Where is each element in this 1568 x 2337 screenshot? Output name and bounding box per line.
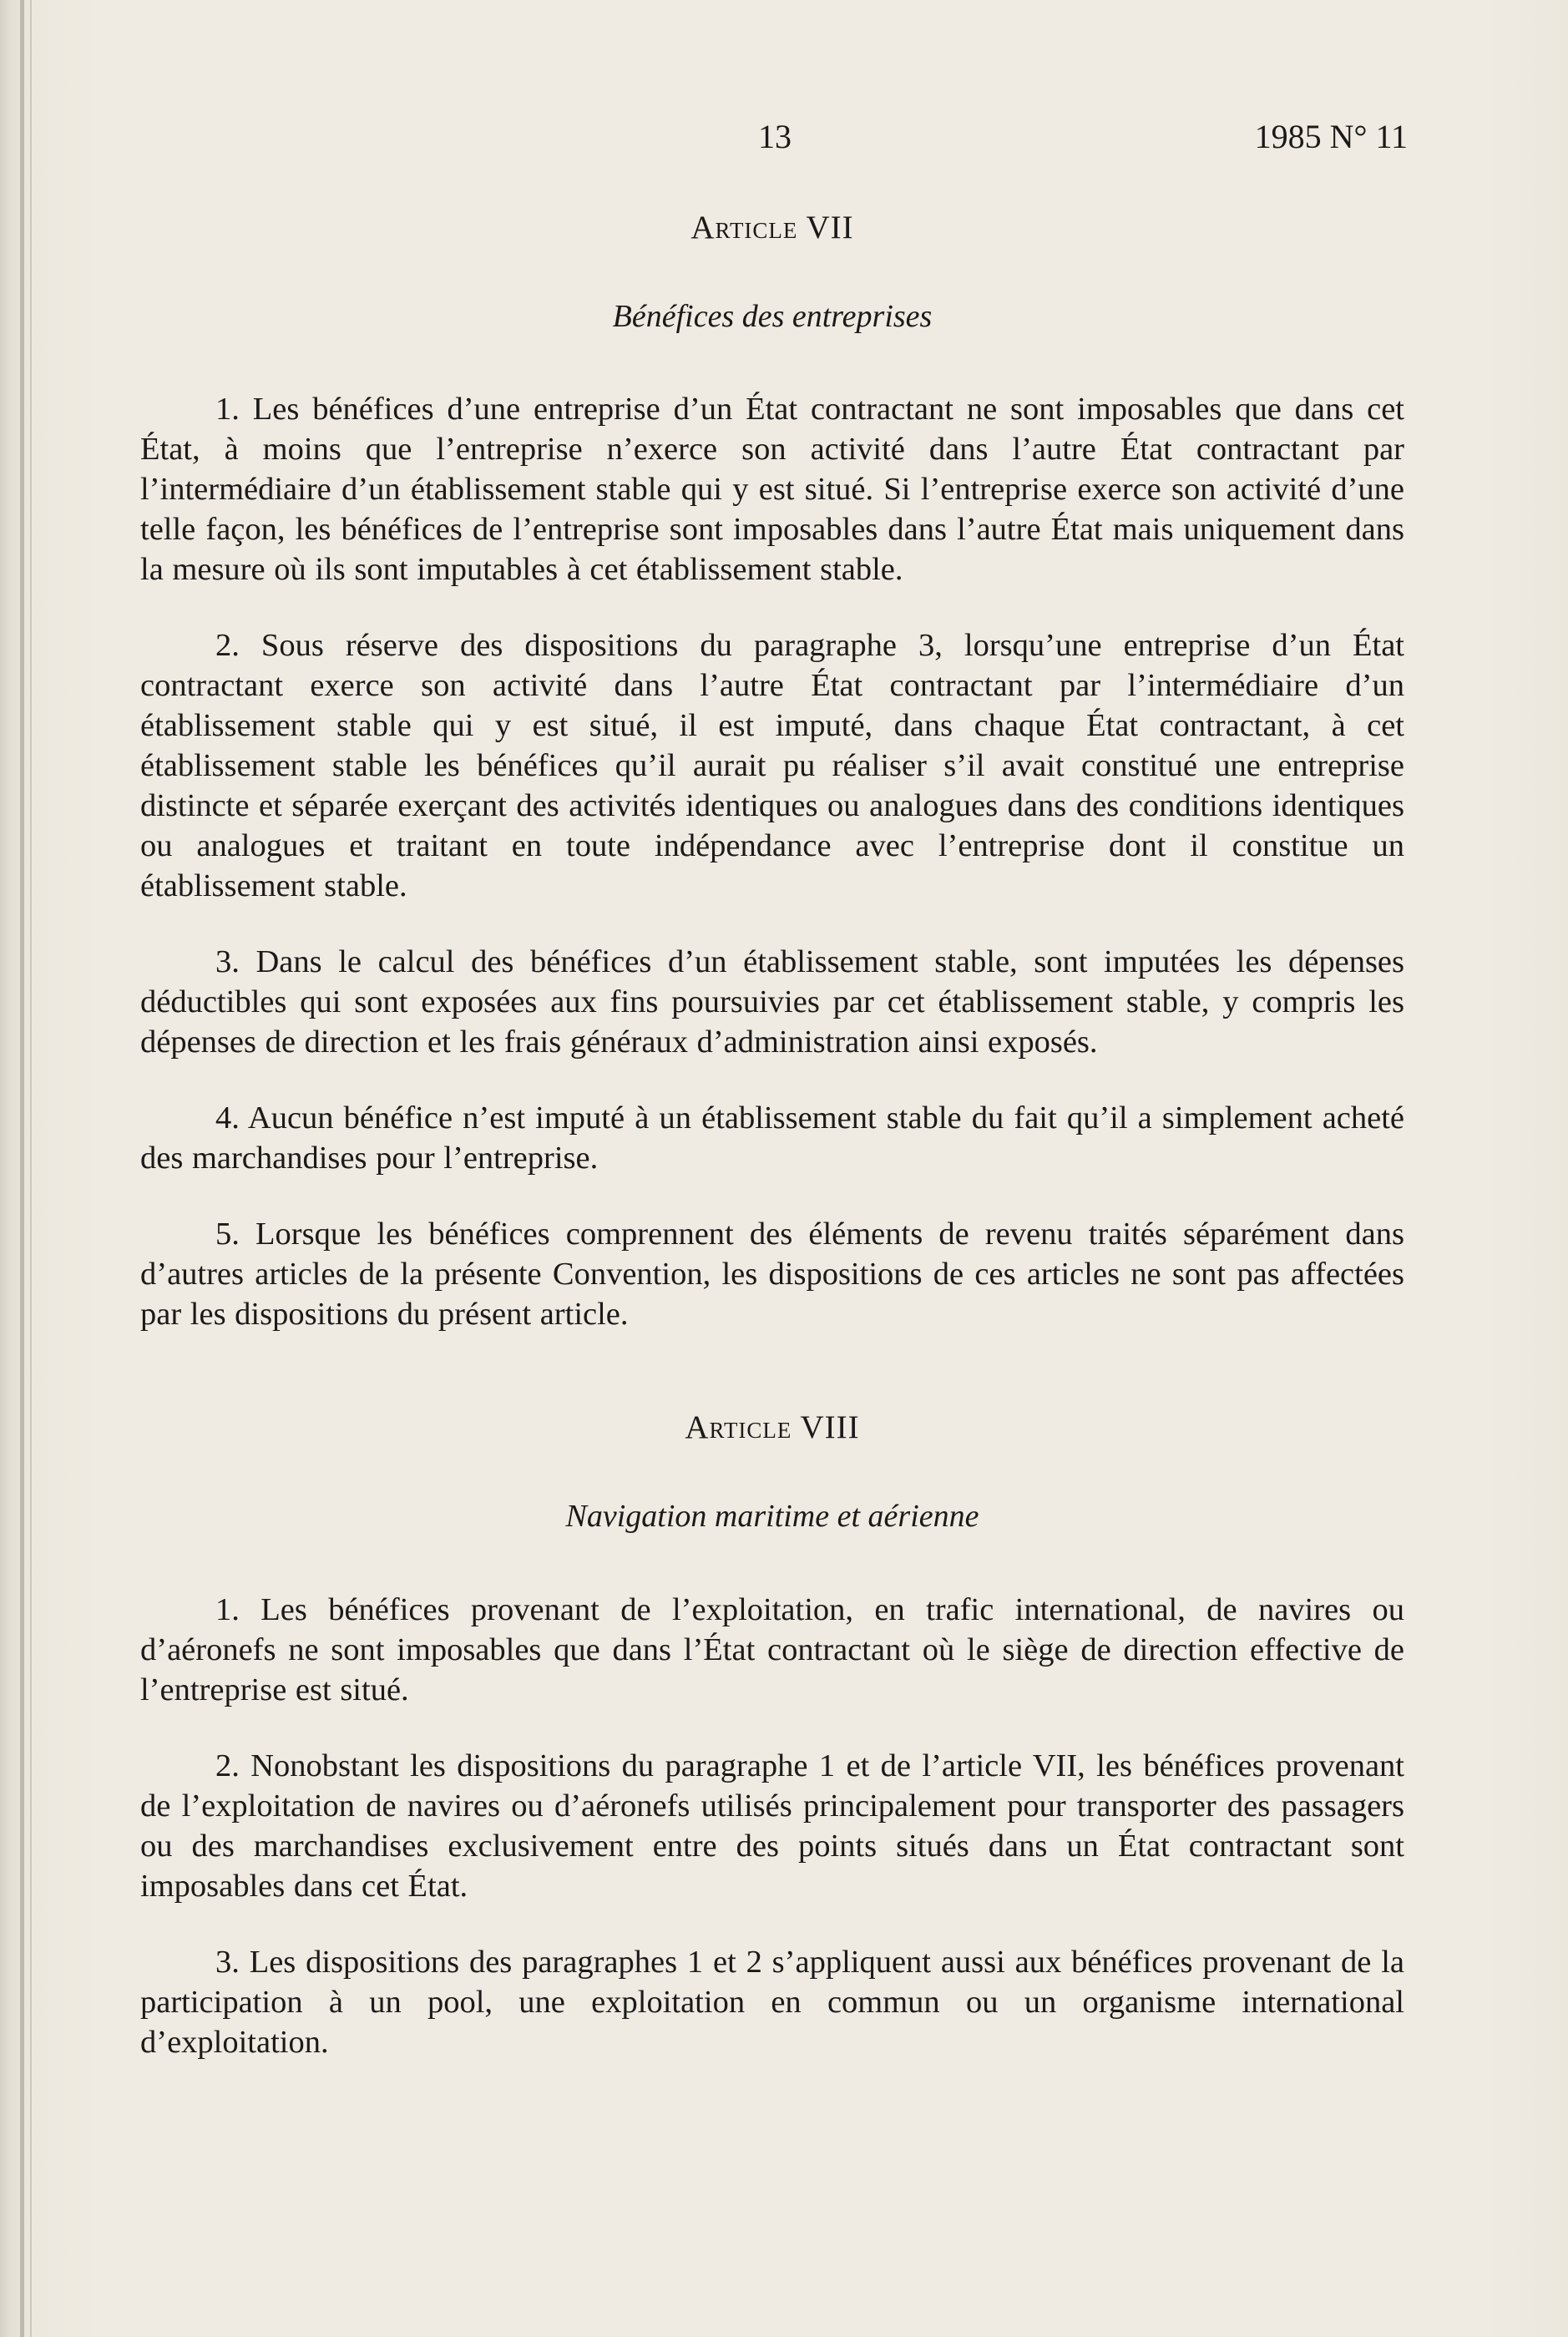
page-body	[140, 209, 1404, 2098]
article-subtitle: Bénéfices des entreprises	[612, 298, 933, 334]
paragraph: 1. Les bénéfices d’une entreprise d’un État contractant ne sont imposables que dans cet État, à moins que l’entreprise n’exerce son activité dans l’autre État contractant par l’intermédiaire d’un établissement stable qui y est situé. Si l’entreprise exerce son activité d’une telle façon, les bénéfices de l’entreprise sont imposables dans l’autre État mais uniquement dans la mesure où ils sont imputables à cet établissement stable.	[140, 392, 1404, 588]
paragraph: 4. Aucun bénéfice n’est imputé à un établissement stable du fait qu’il a simplement acheté des marchandises pour l’entreprise.	[140, 1100, 1404, 1176]
page-number: 13	[758, 118, 792, 155]
paragraph: 1. Les bénéfices provenant de l’exploitation, en trafic international, de navires ou d’aéronefs ne sont imposables que dans l’État contractant où le siège de direction effective de l’entreprise est situé.	[140, 1591, 1404, 1707]
page-header	[0, 117, 1568, 159]
paragraph: 3. Dans le calcul des bénéfices d’un établissement stable, sont imputées les dépenses déductibles qui sont exposées aux fins poursuivies par cet établissement stable, y compris les dépenses de direction et les frais généraux d’administration ainsi exposés.	[140, 944, 1404, 1060]
article-heading: Article VIII	[685, 1409, 860, 1446]
publication-reference: 1985 N° 11	[1254, 118, 1408, 155]
article-7	[140, 209, 1404, 1334]
binding-edge-line	[30, 0, 32, 2337]
paragraph: 5. Lorsque les bénéfices comprennent des éléments de revenu traités séparément dans d’autres articles de la présente Convention, les dispositions de ces articles ne sont pas affectées par les dispositions du présent article.	[140, 1217, 1404, 1333]
paragraph: 2. Sous réserve des dispositions du paragraphe 3, lorsqu’une entreprise d’un État contractant exerce son activité dans l’autre État contractant par l’intermédiaire d’un établissement stable qui y est situé, il est imputé, dans chaque État contractant, à cet établissement stable les bénéfices qu’il aurait pu réaliser s’il avait constitué une entreprise distincte et séparée exerçant des activités identiques ou analogues dans des conditions identiques ou analogues et traitant en toute indépendance avec l’entreprise dont il constitue un établissement stable.	[140, 628, 1404, 904]
paragraph: 3. Les dispositions des paragraphes 1 et 2 s’appliquent aussi aux bénéfices provenant de la participation à un pool, une exploitation en commun ou un organisme international d’exploitation.	[140, 1944, 1404, 2060]
article-8	[140, 1409, 1404, 2061]
binding-edge	[20, 0, 24, 2337]
article-subtitle: Navigation maritime et aérienne	[565, 1499, 979, 1535]
article-heading: Article VII	[690, 210, 854, 245]
section-spacer	[140, 1370, 1404, 1409]
paragraph: 2. Nonobstant les dispositions du paragraphe 1 et de l’article VII, les bénéfices provenant de l’exploitation de navires ou d’aéronefs utilisés principalement pour transporter des passagers ou des marchandises exclusivement entre des points situés dans un État contractant sont imposables dans cet État.	[140, 1748, 1404, 1904]
